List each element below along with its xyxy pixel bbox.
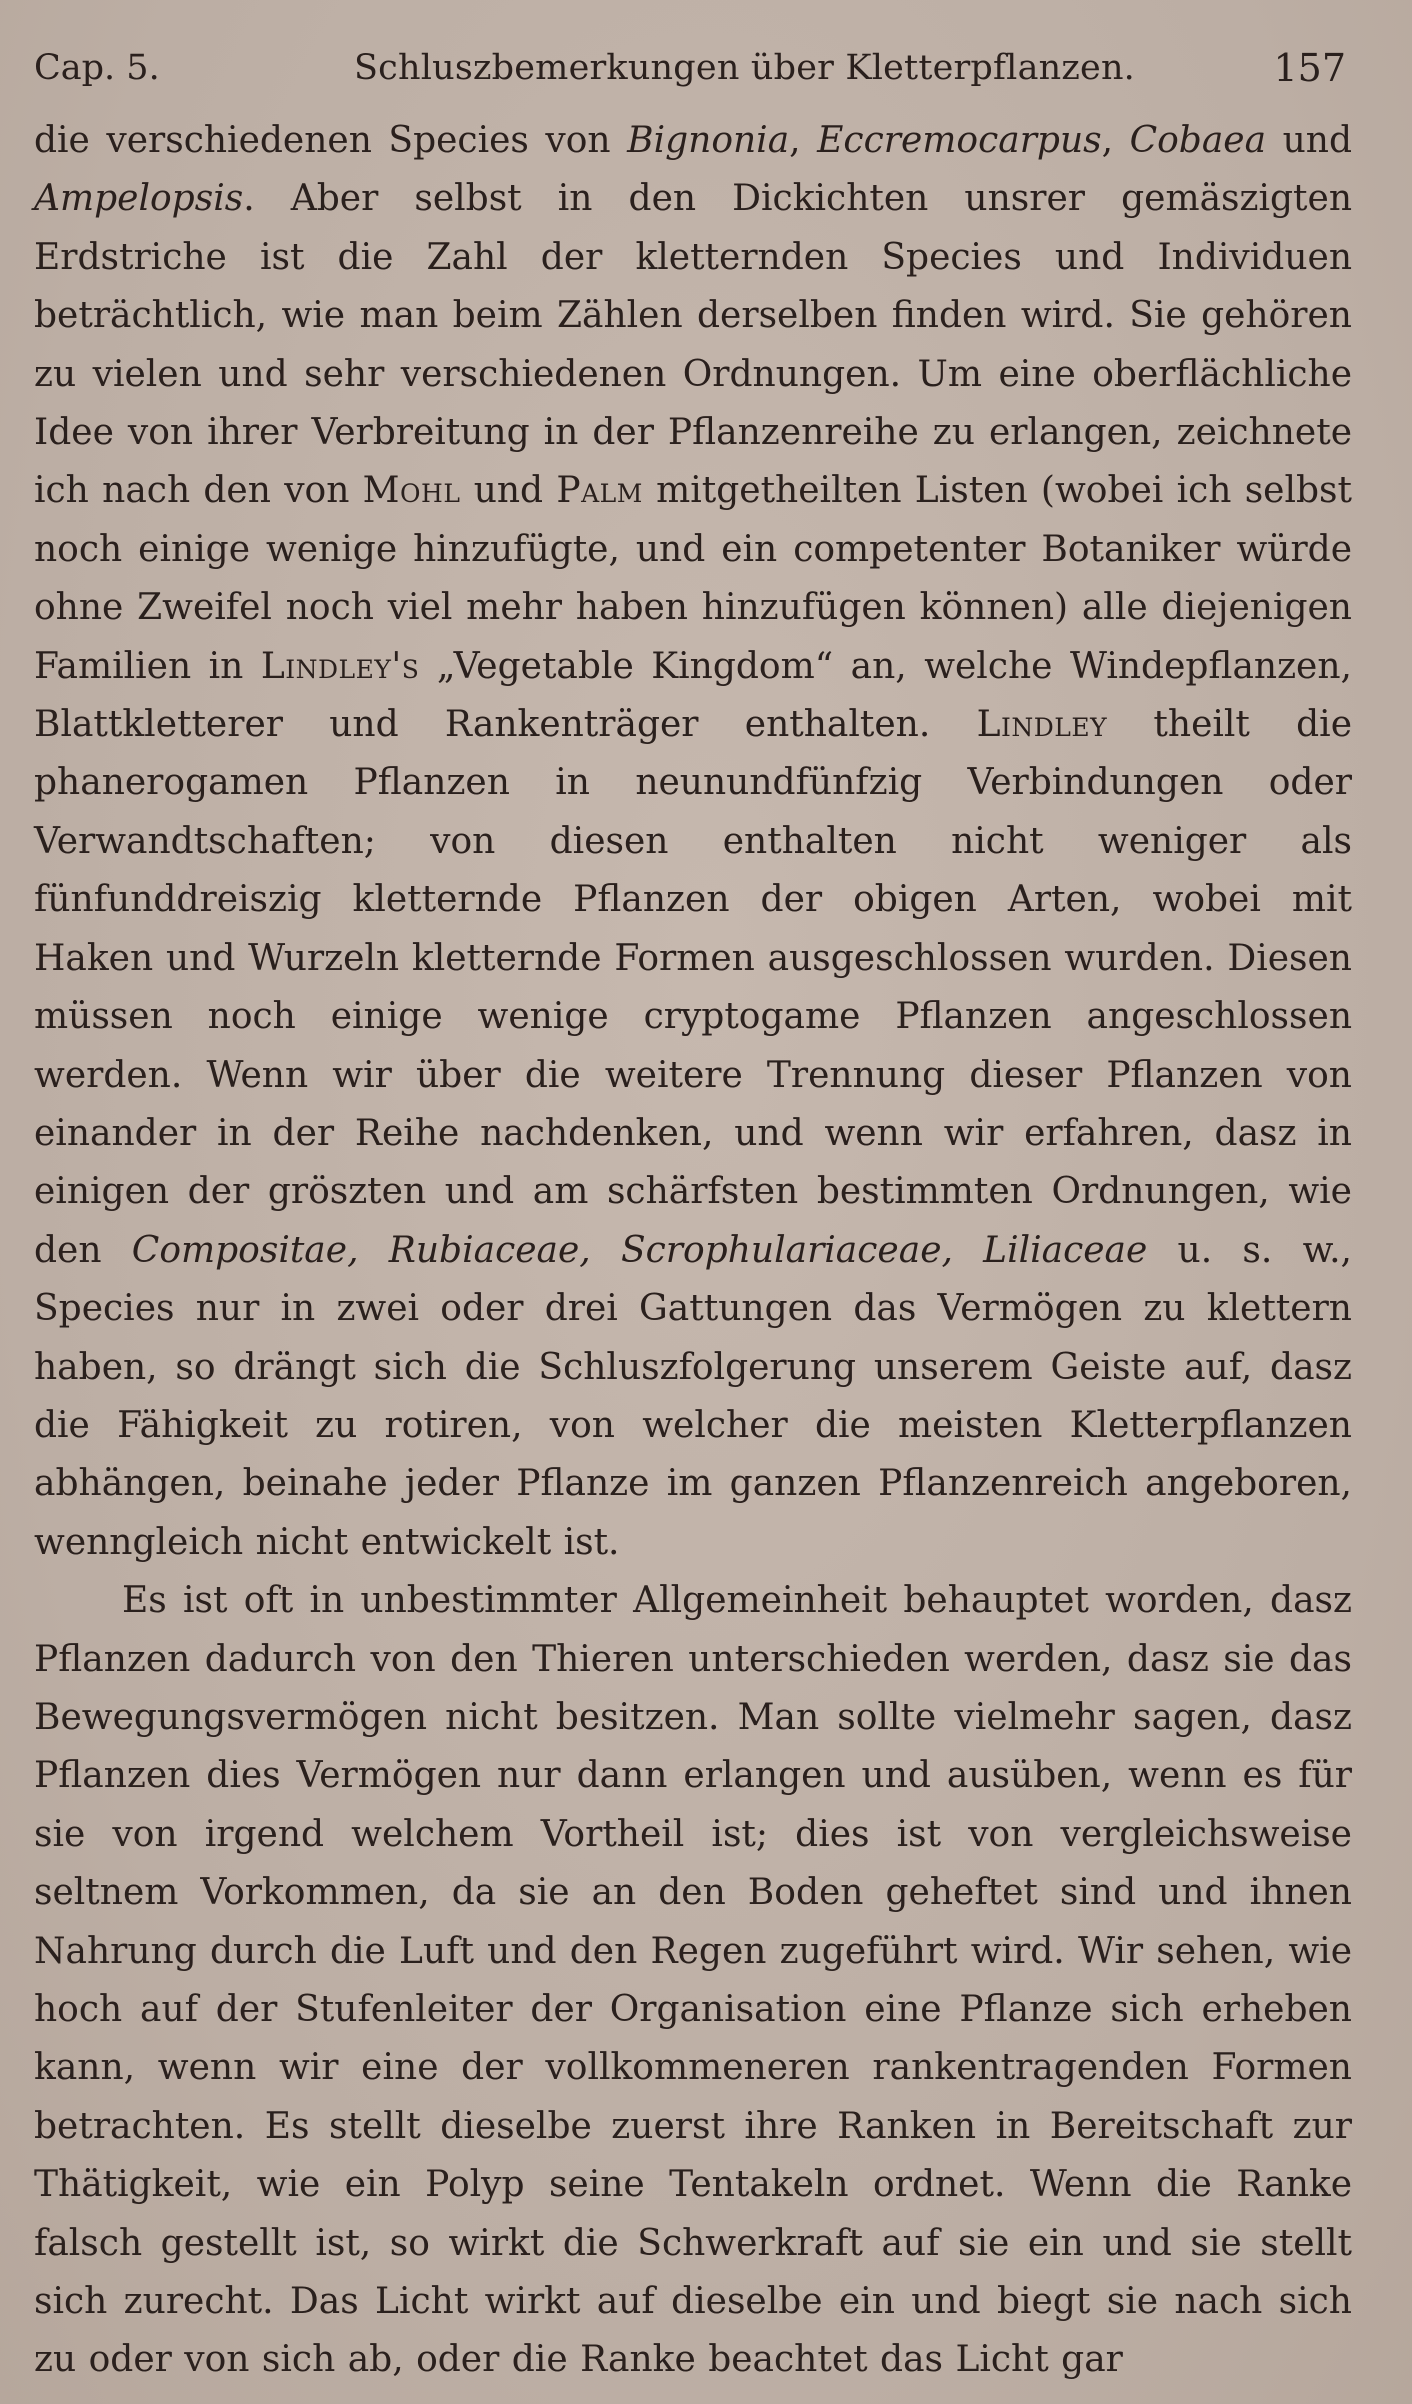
chapter-label: Cap. 5. — [34, 48, 160, 88]
italic-text: Eccremocarpus — [817, 120, 1102, 161]
author-name: Palm — [556, 470, 643, 512]
body-text — [34, 112, 1352, 2390]
author-name: Lindley — [976, 704, 1108, 746]
text-run: „Vegetable Kingdom“ an, welche Windepflanzen, Blattkletterer und Rankenträger enthalten. — [34, 645, 1352, 746]
text-run: . Aber selbst in den Dickichten unsrer gemäszigten Erdstriche ist die Zahl der kletternden Species und Individuen beträchtlich, wie man beim Zählen derselben finden wird. Sie gehören zu vielen und sehr verschiedenen Ordnungen. Um eine oberflächliche Idee von ihrer Verbreitung in der Pflanzenreihe zu erlangen, zeichnete ich nach den von — [34, 178, 1352, 512]
text-run: und — [460, 470, 557, 512]
text-run: theilt die phanerogamen Pflanzen in neunundfünfzig Verbindungen oder Verwandtschaften; von diesen enthalten nicht weniger als fünfunddreiszig kletternde Pflanzen der obigen Arten, wobei mit Haken und Wurzeln kletternde Formen ausgeschlossen wurden. Diesen müssen noch einige wenige cryptogame Pflanzen angeschlossen werden. Wenn wir über die weitere Trennung dieser Pflanzen von einander in der Reihe nachdenken, und wenn wir erfahren, dasz in einigen der gröszten und am schärfsten bestimmten Ordnungen, wie den — [34, 704, 1353, 1271]
italic-text: Compositae, Rubiaceae, Scrophulariaceae, Liliaceae — [131, 1229, 1148, 1271]
running-header — [34, 40, 1352, 96]
text-run: die verschiedenen Species von — [34, 120, 628, 161]
italic-text: Ampelopsis — [34, 178, 244, 220]
author-name: Mohl — [362, 470, 461, 512]
author-name: Lindley's — [260, 645, 420, 687]
text-run: mitgetheilten Listen (wobei ich selbst noch einige wenige hinzufügte, und ein competenter Botaniker würde ohne Zweifel noch viel mehr haben hinzufügen können) alle diejenigen Familien in — [34, 470, 1352, 687]
text-run: Es ist oft in unbestimmter Allgemeinheit behauptet worden, dasz Pflanzen dadurch von den Thieren unterschieden werden, dasz sie das Bewegungsvermögen nicht besitzen. Man sollte vielmehr sagen, dasz Pflanzen dies Vermögen nur dann erlangen und ausüben, wenn es für sie von irgend welchem Vortheil ist; dies ist von vergleichsweise seltnem Vorkommen, da sie an den Boden geheftet sind und ihnen Nahrung durch die Luft und den Regen zugeführt wird. Wir sehen, wie hoch auf der Stufenleiter der Organisation eine Pflanze sich erheben kann, wenn wir eine der vollkommeneren rankentragenden Formen betrachten. Es stellt dieselbe zuerst ihre Ranken in Bereitschaft zur Thätigkeit, wie ein Polyp seine Tentakeln ordnet. Wenn die Ranke falsch gestellt ist, so wirkt die Schwerkraft auf sie ein und sie stellt sich zurecht. Das Licht wirkt auf dieselbe ein und biegt sie nach sich zu oder von sich ab, oder die Ranke beachtet das Licht gar — [34, 1580, 1352, 2381]
paragraph — [34, 112, 1352, 1572]
italic-text: Cobaea — [1129, 120, 1267, 161]
text-run: , — [789, 120, 818, 161]
paragraph — [34, 1572, 1352, 2390]
page-number: 157 — [1273, 46, 1346, 90]
text-run: , — [1101, 120, 1130, 161]
italic-text: Bignonia — [627, 120, 790, 161]
running-title: Schluszbemerkungen über Kletterpflanzen. — [354, 48, 1136, 88]
text-run: u. s. w., Species nur in zwei oder drei Gattungen das Vermögen zu klettern haben, so drängt sich die Schluszfolgerung unserem Geiste auf, dasz die Fähigkeit zu rotiren, von welcher die meisten Kletterpflanzen abhängen, beinahe jeder Pflanze im ganzen Pflanzenreich angeboren, wenngleich nicht entwickelt ist. — [34, 1229, 1353, 1563]
text-run: und — [1266, 120, 1353, 161]
